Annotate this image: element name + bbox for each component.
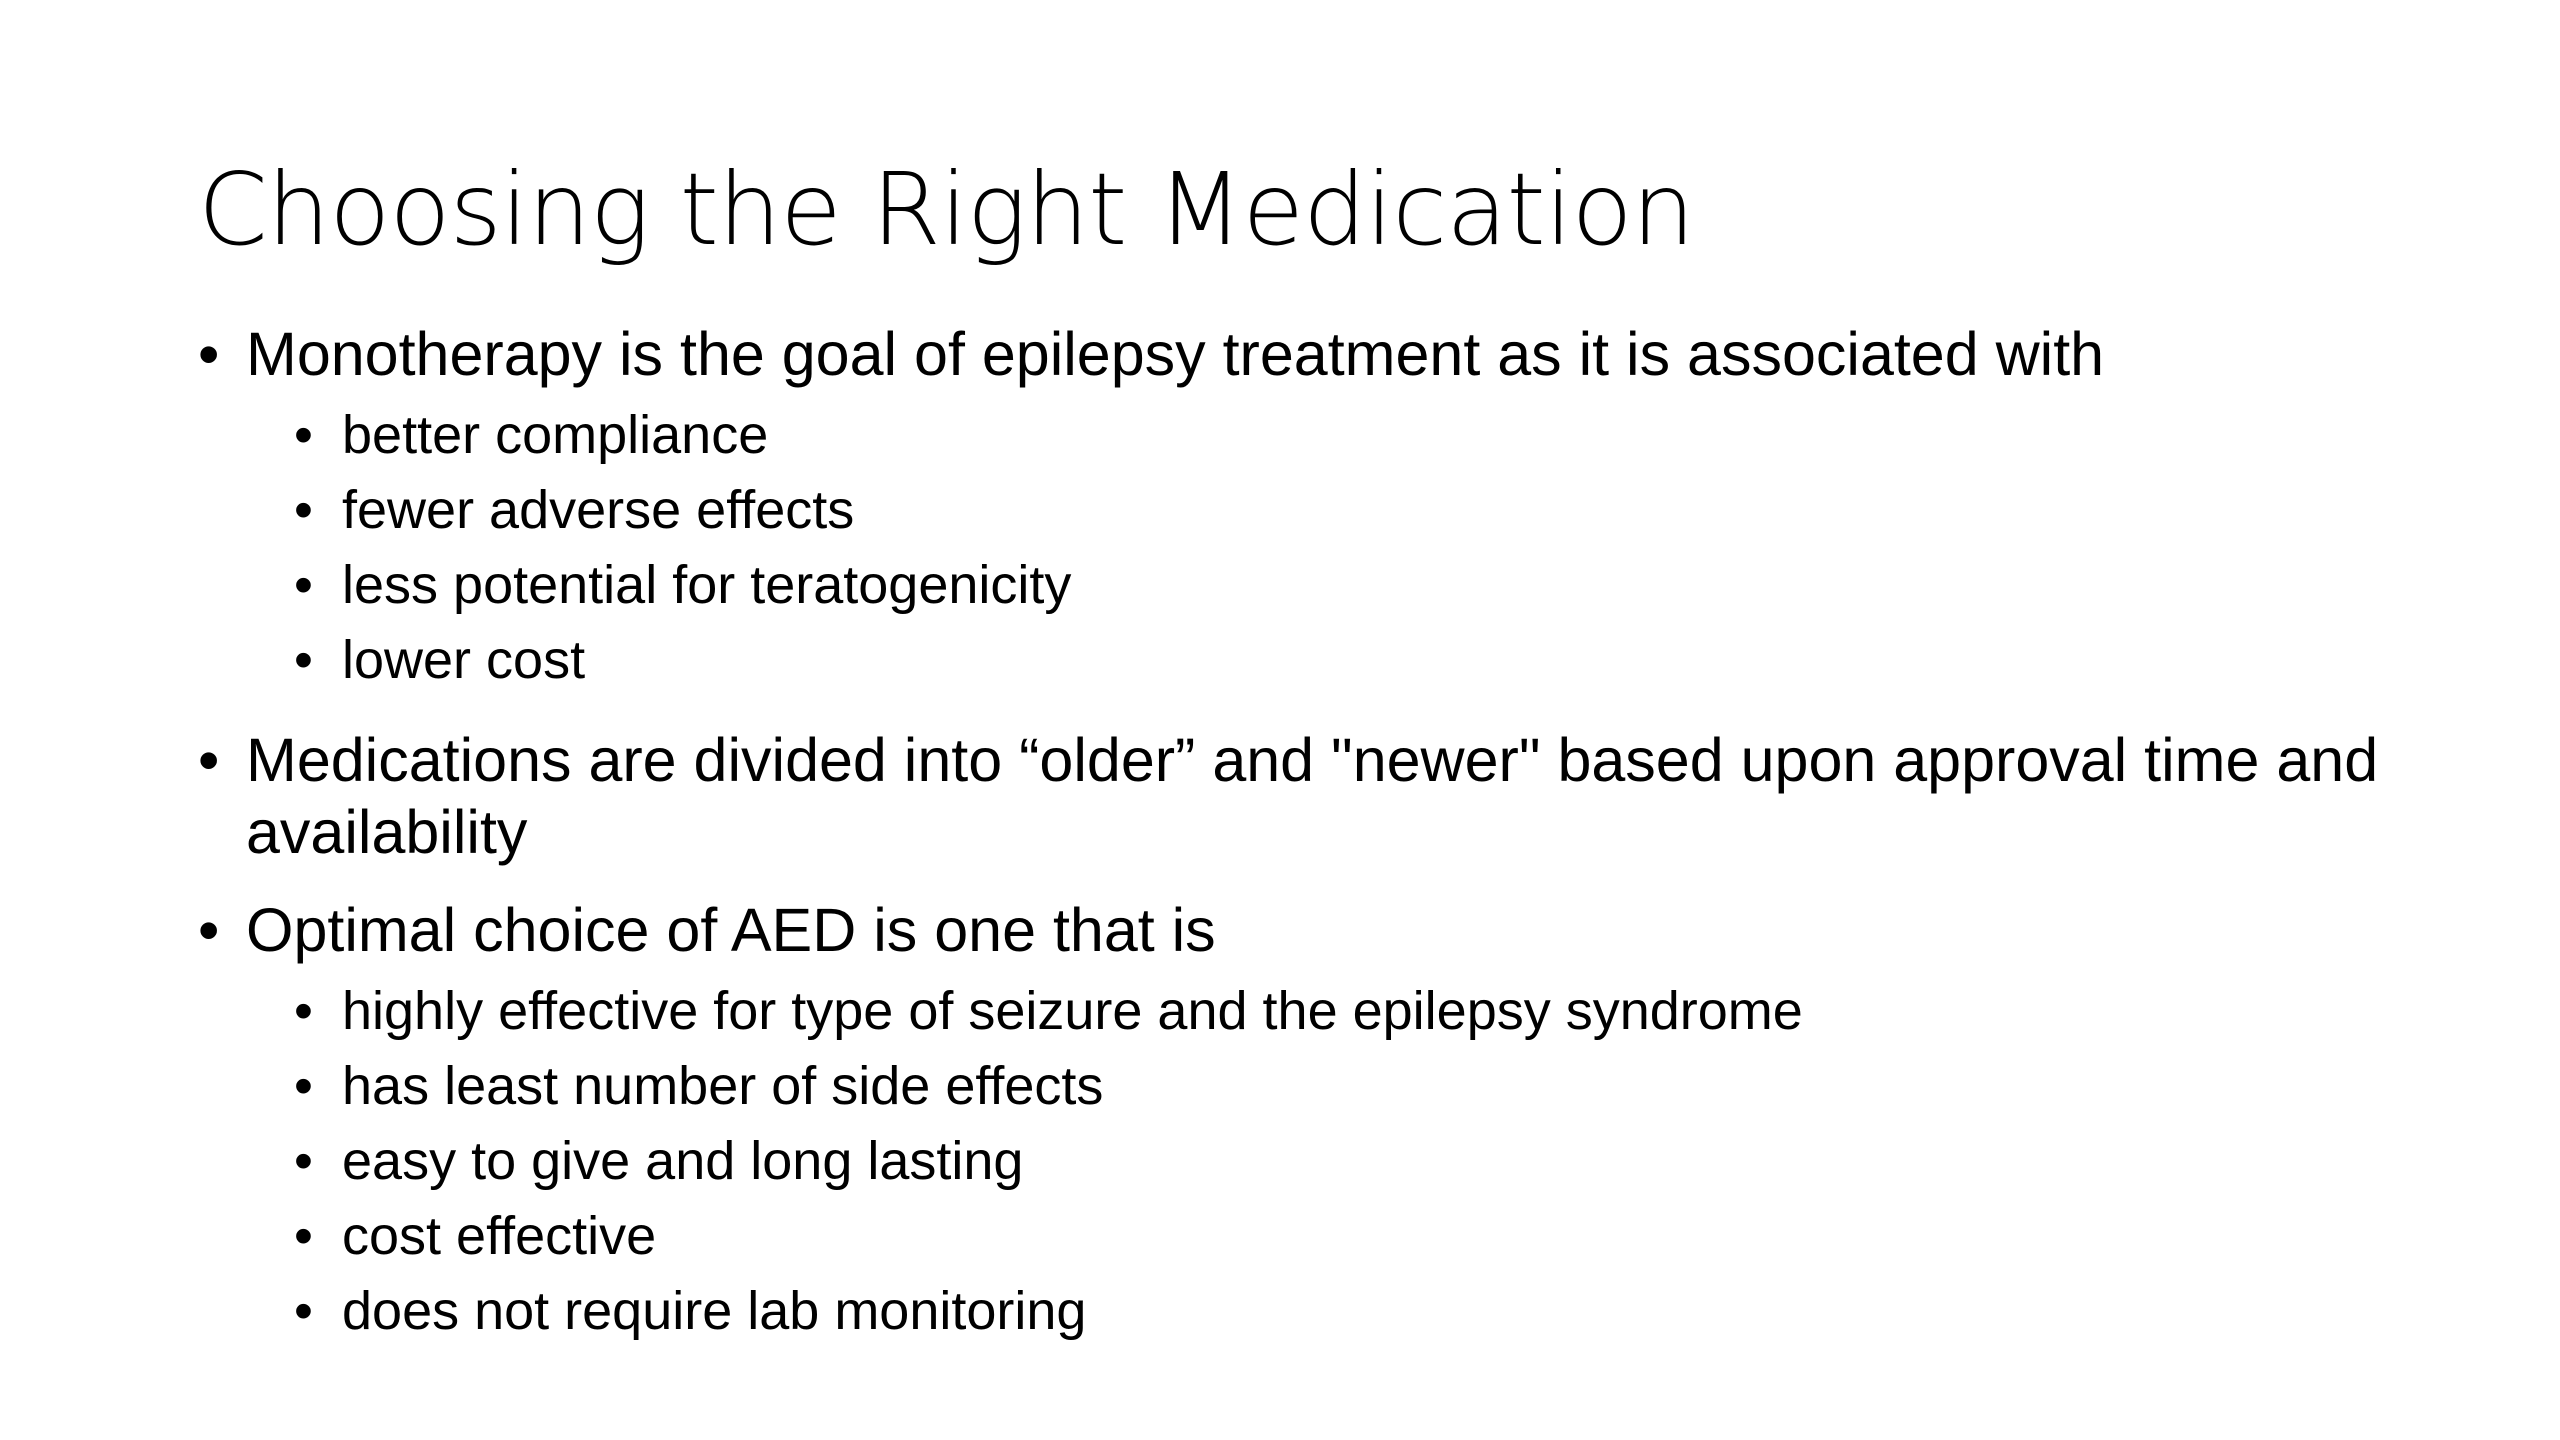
sub-bullet-text: less potential for teratogenicity [342, 555, 1072, 615]
bullet-icon: • [294, 630, 313, 690]
sub-bullet-text: highly effective for type of seizure and the epilepsy syndrome [342, 981, 1803, 1041]
sub-bullet-item [294, 1199, 2398, 1274]
sub-bullet-item [294, 398, 2398, 473]
bullet-icon: • [198, 896, 220, 964]
sub-bullet-text: cost effective [342, 1206, 657, 1266]
sub-bullet-text: easy to give and long lasting [342, 1131, 1024, 1191]
bullet-icon: • [198, 320, 220, 388]
bullet-icon: • [294, 981, 313, 1041]
bullet-item-medications [198, 724, 2398, 868]
bullet-text: Monotherapy is the goal of epilepsy treatment as it is associated with [246, 320, 2105, 388]
bullet-text: Optimal choice of AED is one that is [246, 896, 1216, 964]
bullet-icon: • [294, 555, 313, 615]
sub-bullet-text: has least number of side effects [342, 1056, 1104, 1116]
sub-bullet-item [294, 974, 2398, 1049]
slide-title: Choosing the Right Medication [198, 151, 1695, 268]
sub-bullet-text: fewer adverse effects [342, 480, 855, 540]
sub-bullet-item [294, 473, 2398, 548]
bullet-list [198, 318, 2398, 1375]
sub-bullet-item [294, 1049, 2398, 1124]
sub-bullet-list [294, 974, 2398, 1349]
sub-bullet-text: does not require lab monitoring [342, 1281, 1087, 1341]
sub-bullet-list [294, 398, 2398, 698]
sub-bullet-item [294, 548, 2398, 623]
bullet-icon: • [198, 726, 220, 794]
sub-bullet-item [294, 623, 2398, 698]
bullet-icon: • [294, 1206, 313, 1266]
bullet-item-monotherapy [198, 318, 2398, 698]
sub-bullet-text: lower cost [342, 630, 586, 690]
bullet-item-optimal-choice [198, 894, 2398, 1349]
bullet-icon: • [294, 405, 313, 465]
sub-bullet-text: better compliance [342, 405, 769, 465]
bullet-icon: • [294, 1281, 313, 1341]
bullet-text: Medications are divided into “older” and "newer" based upon approval time and availability [246, 726, 2379, 866]
sub-bullet-item [294, 1274, 2398, 1349]
bullet-icon: • [294, 1131, 313, 1191]
bullet-icon: • [294, 480, 313, 540]
bullet-icon: • [294, 1056, 313, 1116]
sub-bullet-item [294, 1124, 2398, 1199]
